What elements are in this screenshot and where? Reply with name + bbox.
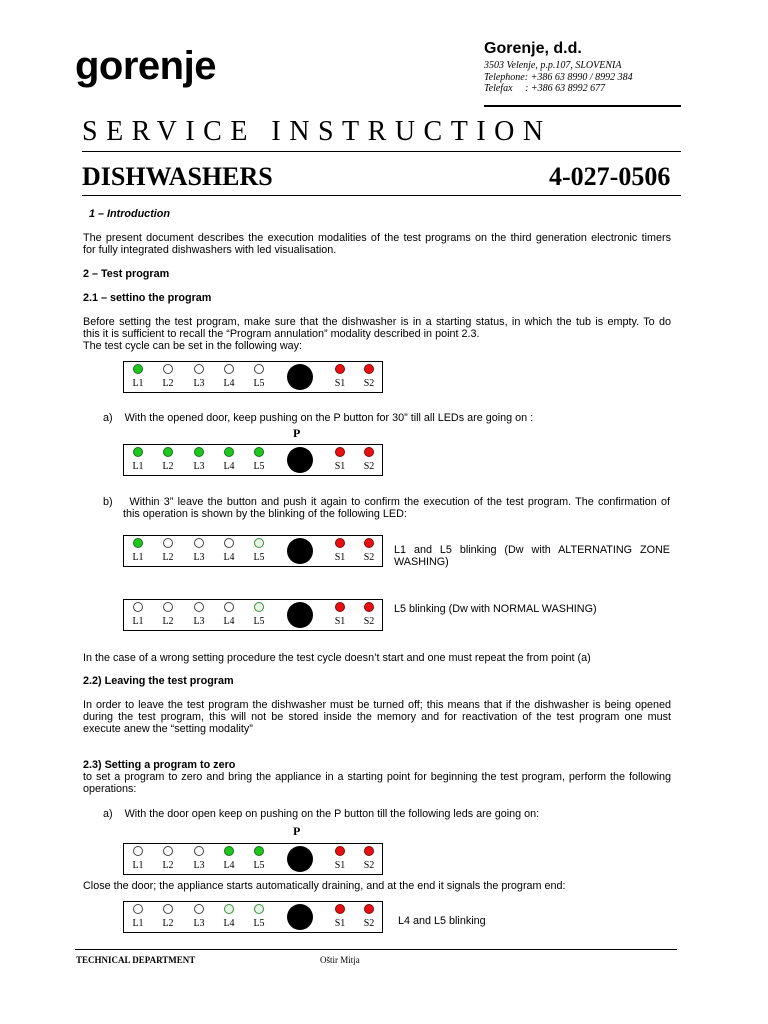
led-l4: [224, 538, 234, 548]
led-label: L4: [223, 616, 235, 627]
led-panel-program-end: [123, 901, 383, 933]
led-label: S2: [363, 552, 375, 563]
led-label: L1: [132, 552, 144, 563]
note-l1-l5-line: WASHING): [394, 556, 449, 568]
led-label: L1: [132, 461, 144, 472]
intro-heading: 1 – Introduction: [89, 208, 170, 220]
note-l5: L5 blinking (Dw with NORMAL WASHING): [394, 603, 597, 615]
led-label: S2: [363, 378, 375, 389]
address-line: 3503 Velenje, p.p.107, SLOVENIA: [484, 60, 622, 71]
led-l5: [254, 538, 264, 548]
program-knob: [287, 904, 313, 930]
gorenje-logo: gorenje: [75, 44, 216, 88]
led-l3: [194, 904, 204, 914]
led-l5: [254, 447, 264, 457]
step-a-text: a) With the opened door, keep pushing on the P button for 30” till all LEDs are going on :: [103, 412, 534, 424]
led-s1: [335, 538, 345, 548]
led-label: L2: [162, 461, 174, 472]
led-l3: [194, 846, 204, 856]
led-label: L4: [223, 918, 235, 929]
led-l5: [254, 904, 264, 914]
led-s2: [364, 846, 374, 856]
led-l4: [224, 602, 234, 612]
led-l3: [194, 538, 204, 548]
led-label: L1: [132, 918, 144, 929]
led-label: L5: [253, 552, 265, 563]
footer-author: Oštir Mitja: [320, 955, 360, 965]
led-s2: [364, 904, 374, 914]
led-l2: [163, 904, 173, 914]
zero-line: operations:: [83, 783, 137, 795]
led-l5: [254, 602, 264, 612]
note-l4-l5: L4 and L5 blinking: [398, 915, 486, 927]
led-l2: [163, 846, 173, 856]
led-label: S1: [334, 378, 346, 389]
led-label: L1: [132, 860, 144, 871]
led-l1: [133, 846, 143, 856]
p-button-label: P: [293, 426, 301, 440]
led-l2: [163, 447, 173, 457]
setting-heading: 2.1 – settino the program: [83, 292, 212, 304]
title-divider: [82, 151, 681, 152]
led-label: S1: [334, 552, 346, 563]
led-panel-zero-set: [123, 843, 383, 875]
led-l4: [224, 364, 234, 374]
led-label: L4: [223, 461, 235, 472]
close-door-text: Close the door; the appliance starts automatically draining, and at the end it signals the program end:: [83, 880, 566, 892]
led-s1: [335, 846, 345, 856]
company-name: Gorenje, d.d.: [484, 40, 582, 57]
led-l4: [224, 846, 234, 856]
zero-heading: 2.3) Setting a program to zero: [83, 759, 236, 771]
led-label: S2: [363, 461, 375, 472]
led-label: L5: [253, 860, 265, 871]
led-label: L3: [193, 552, 205, 563]
led-l4: [224, 904, 234, 914]
led-label: L3: [193, 461, 205, 472]
led-label: L3: [193, 860, 205, 871]
led-label: L3: [193, 378, 205, 389]
led-s2: [364, 538, 374, 548]
led-l3: [194, 447, 204, 457]
led-label: L2: [162, 552, 174, 563]
p-button-label: P: [293, 824, 301, 838]
document-number: 4-027-0506: [549, 162, 671, 191]
led-l2: [163, 364, 173, 374]
telephone-line: Telephone: +386 63 8990 / 8992 384: [484, 72, 633, 83]
intro-line: for fully integrated dishwashers with led visualisation.: [83, 244, 337, 256]
leaving-line: execute anew the “setting modality”: [83, 723, 253, 735]
led-l1: [133, 538, 143, 548]
program-knob: [287, 846, 313, 872]
led-label: S1: [334, 918, 346, 929]
led-label: S1: [334, 860, 346, 871]
program-knob: [287, 602, 313, 628]
led-l1: [133, 904, 143, 914]
led-label: L5: [253, 378, 265, 389]
note-l1-l5-line: L1 and L5 blinking (Dw with ALTERNATING ZONE: [394, 544, 670, 556]
led-label: L4: [223, 378, 235, 389]
program-knob: [287, 538, 313, 564]
setting-line: this it is sufficient to recall the “Program annulation” modality described in point 2.3.: [83, 328, 480, 340]
led-l5: [254, 364, 264, 374]
led-l3: [194, 364, 204, 374]
telefax-line: Telefax : +386 63 8992 677: [484, 83, 606, 94]
led-label: L2: [162, 378, 174, 389]
subtitle-divider: [82, 195, 681, 196]
led-label: L4: [223, 860, 235, 871]
led-label: L5: [253, 918, 265, 929]
setting-line: Before setting the test program, make sure that the dishwasher is in a starting status, in which the tub is empty. To do: [83, 316, 671, 328]
led-label: S1: [334, 616, 346, 627]
led-panel-l1-l5-blinking: [123, 535, 383, 567]
led-label: L1: [132, 378, 144, 389]
program-knob: [287, 447, 313, 473]
program-knob: [287, 364, 313, 390]
zero-step-a-text: a) With the door open keep on pushing on the P button till the following leds are going on:: [103, 808, 540, 820]
led-panel-l5-blinking: [123, 599, 383, 631]
led-label: L3: [193, 918, 205, 929]
led-label: L2: [162, 616, 174, 627]
document-title: DISHWASHERS: [82, 162, 273, 191]
led-l1: [133, 364, 143, 374]
leaving-line: during the test program, this will not be stored inside the memory and for reactivation of the test program one must: [83, 711, 671, 723]
step-b-line: b) Within 3” leave the button and push it again to confirm the execution of the test program. The confirmation of: [103, 496, 670, 508]
led-label: L5: [253, 616, 265, 627]
intro-line: The present document describes the execution modalities of the test programs on the third generation electronic timers: [83, 232, 671, 244]
page-title: SERVICE INSTRUCTION: [82, 116, 552, 147]
footer-department: TECHNICAL DEPARTMENT: [76, 955, 196, 965]
led-l1: [133, 447, 143, 457]
led-l2: [163, 602, 173, 612]
leaving-line: In order to leave the test program the dishwasher must be turned off; this means that if the dishwasher is being opened: [83, 699, 671, 711]
led-label: S1: [334, 461, 346, 472]
led-s1: [335, 364, 345, 374]
led-s1: [335, 447, 345, 457]
led-label: S2: [363, 860, 375, 871]
led-l2: [163, 538, 173, 548]
header-divider: [484, 105, 681, 107]
led-s1: [335, 602, 345, 612]
led-l4: [224, 447, 234, 457]
leaving-heading: 2.2) Leaving the test program: [83, 675, 234, 687]
zero-line: to set a program to zero and bring the appliance in a starting point for beginning the test program, perform the following: [83, 771, 671, 783]
led-label: L2: [162, 860, 174, 871]
led-label: L2: [162, 918, 174, 929]
led-l3: [194, 602, 204, 612]
led-l1: [133, 602, 143, 612]
led-label: L4: [223, 552, 235, 563]
led-label: L3: [193, 616, 205, 627]
led-label: L1: [132, 616, 144, 627]
setting-line: The test cycle can be set in the following way:: [83, 340, 303, 352]
led-s2: [364, 602, 374, 612]
led-s1: [335, 904, 345, 914]
test-program-heading: 2 – Test program: [83, 268, 170, 280]
step-b-line: this operation is shown by the blinking of the following LED:: [123, 508, 407, 520]
wrong-setting-text: In the case of a wrong setting procedure the test cycle doesn’t start and one must repeat the from point (a): [83, 652, 591, 664]
led-label: S2: [363, 616, 375, 627]
led-label: L5: [253, 461, 265, 472]
footer-divider: [75, 949, 677, 950]
led-l5: [254, 846, 264, 856]
led-s2: [364, 447, 374, 457]
led-label: S2: [363, 918, 375, 929]
led-panel-initial: [123, 361, 383, 393]
led-panel-all-on: [123, 444, 383, 476]
led-s2: [364, 364, 374, 374]
